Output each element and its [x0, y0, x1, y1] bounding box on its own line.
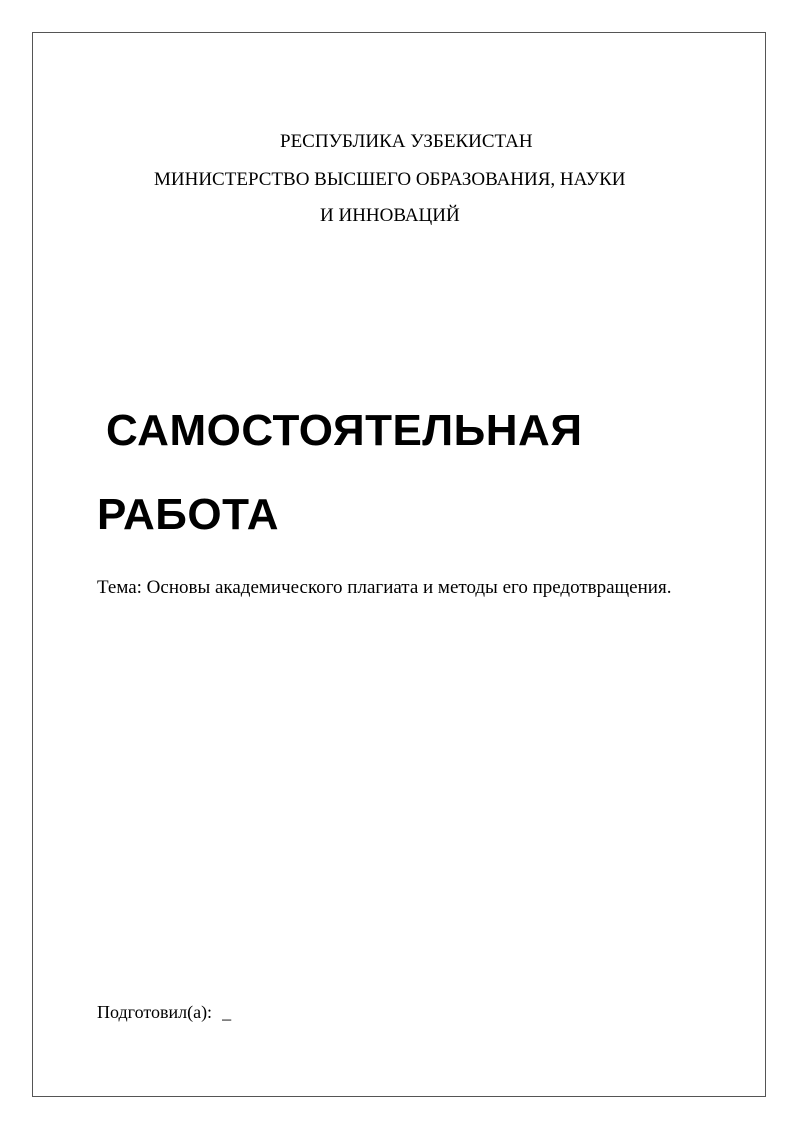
country-heading: РЕСПУБЛИКА УЗБЕКИСТАН	[280, 131, 533, 152]
ministry-heading: МИНИСТЕРСТВО ВЫСШЕГО ОБРАЗОВАНИЯ, НАУКИ	[154, 169, 626, 190]
prepared-by-blank: _	[222, 1002, 232, 1022]
document-title-line-2: РАБОТА	[97, 490, 279, 539]
prepared-by-label: Подготовил(а):	[97, 1002, 213, 1022]
topic-text: Тема: Основы академического плагиата и методы его предотвращения.	[97, 577, 672, 598]
document-title-line-1: САМОСТОЯТЕЛЬНАЯ	[106, 406, 583, 455]
page-border	[32, 32, 766, 1097]
ministry-heading-continuation: И ИННОВАЦИЙ	[320, 205, 460, 226]
prepared-by	[97, 1001, 231, 1023]
topic-paragraph	[97, 569, 703, 606]
